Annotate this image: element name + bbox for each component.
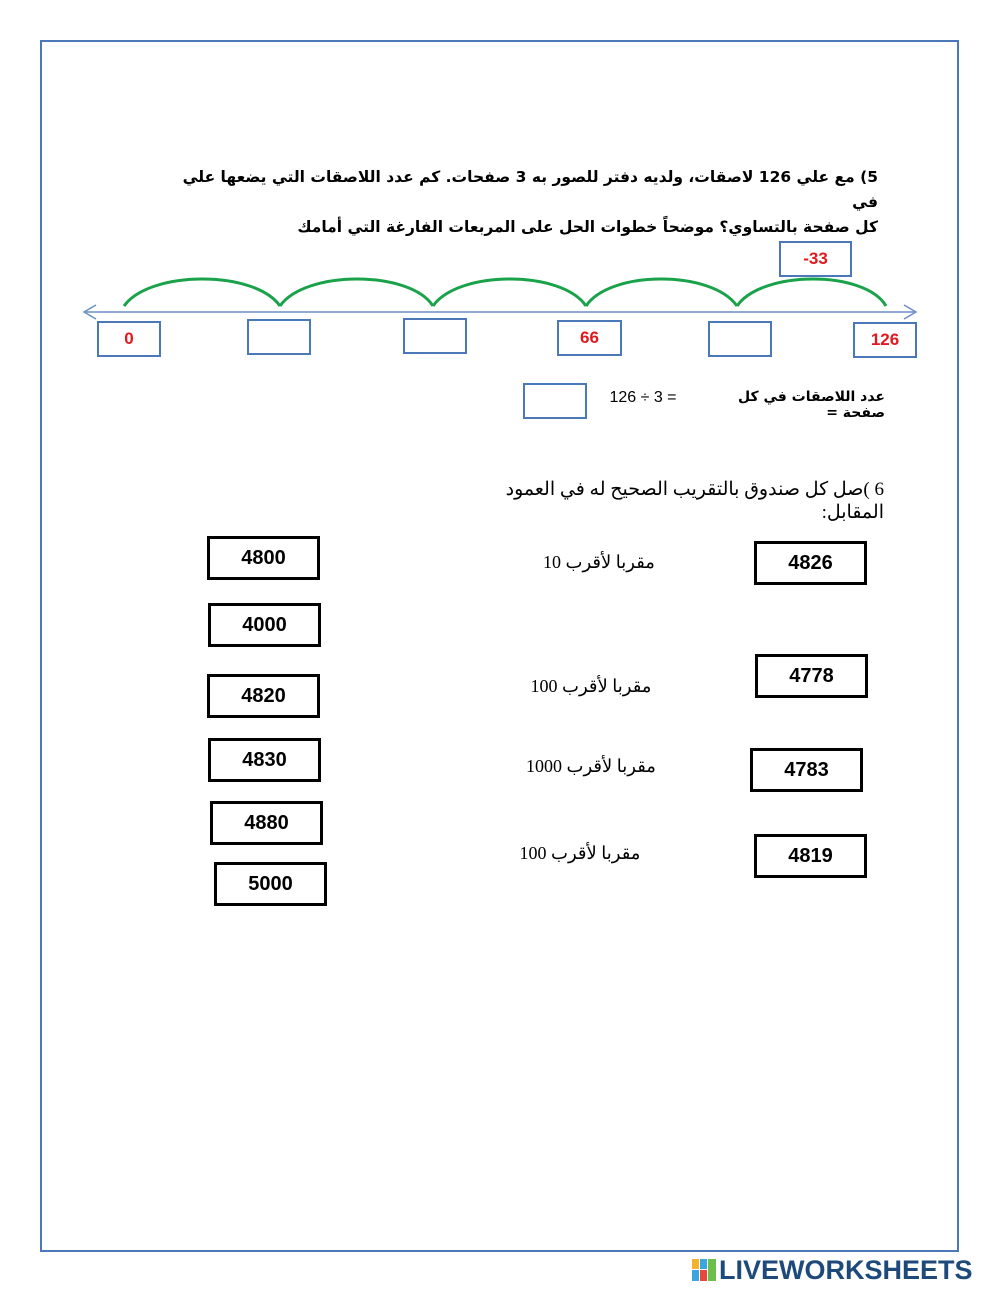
liveworksheets-logo-icon — [691, 1258, 717, 1282]
question-6-title: 6 )صل كل صندوق بالتقريب الصحيح له في العمود المقابل: — [505, 479, 884, 523]
answer-option-2[interactable] — [208, 603, 321, 647]
number-box-value: 4778 — [789, 664, 834, 687]
number-box-4[interactable] — [754, 834, 867, 878]
brand-name: LIVEWORKSHEETS — [719, 1254, 973, 1285]
rounding-label-4: مقربا لأقرب 100 — [519, 843, 641, 863]
answer-option-value: 4000 — [242, 613, 287, 636]
liveworksheets-logo — [691, 1254, 973, 1286]
number-line-value: 0 — [124, 329, 134, 348]
number-line-box-3 — [557, 320, 622, 356]
number-line-box-2[interactable] — [403, 318, 467, 354]
number-box-value: 4826 — [788, 551, 833, 574]
answer-option-5[interactable] — [210, 801, 323, 845]
answer-option-6[interactable] — [214, 862, 327, 906]
number-line-box-5 — [853, 322, 917, 358]
number-line-value: 126 — [870, 330, 900, 349]
answer-option-4[interactable] — [208, 738, 321, 782]
jump-arc-1 — [124, 279, 280, 306]
number-box-1[interactable] — [754, 541, 867, 585]
jump-arc-4 — [586, 279, 737, 306]
answer-option-value: 4830 — [242, 748, 287, 771]
number-box-3[interactable] — [750, 748, 863, 792]
jump-arc-3 — [433, 279, 586, 306]
jump-label-box — [779, 241, 852, 277]
question-5-line-2: كل صفحة بالتساوي؟ موضحاً خطوات الحل على المربعات الفارغة التي أمامك — [297, 218, 878, 236]
formula-expression-text: 126 ÷ 3 = — [609, 389, 677, 406]
rounding-label-3: مقربا لأقرب 1000 — [526, 756, 656, 776]
number-box-value: 4819 — [788, 844, 833, 867]
formula-label: عدد اللاصقات في كل صفحة = — [737, 389, 885, 421]
answer-option-value: 4880 — [244, 811, 289, 834]
question-5-line-1: 5) مع علي 126 لاصقات، ولديه دفتر للصور به 3 صفحات. كم عدد اللاصقات التي يضعها علي في — [182, 168, 878, 211]
answer-option-value: 4820 — [241, 684, 286, 707]
answer-option-value: 5000 — [248, 872, 293, 895]
rounding-label-1: مقربا لأقرب 10 — [543, 552, 655, 572]
number-line-box-0 — [97, 321, 161, 357]
answer-option-value: 4800 — [241, 546, 286, 569]
number-box-value: 4783 — [784, 758, 829, 781]
number-line-box-1[interactable] — [247, 319, 311, 355]
jump-label: -33 — [803, 249, 828, 268]
answer-option-1[interactable] — [207, 536, 320, 580]
formula-answer-box[interactable] — [523, 383, 587, 419]
number-line-value: 66 — [580, 328, 599, 347]
rounding-label-2: مقربا لأقرب 100 — [530, 676, 652, 696]
answer-option-3[interactable] — [207, 674, 320, 718]
jump-arc-2 — [280, 279, 433, 306]
formula-expression — [588, 389, 698, 407]
number-box-2[interactable] — [755, 654, 868, 698]
jump-arc-5 — [737, 279, 886, 306]
number-line-box-4[interactable] — [708, 321, 772, 357]
